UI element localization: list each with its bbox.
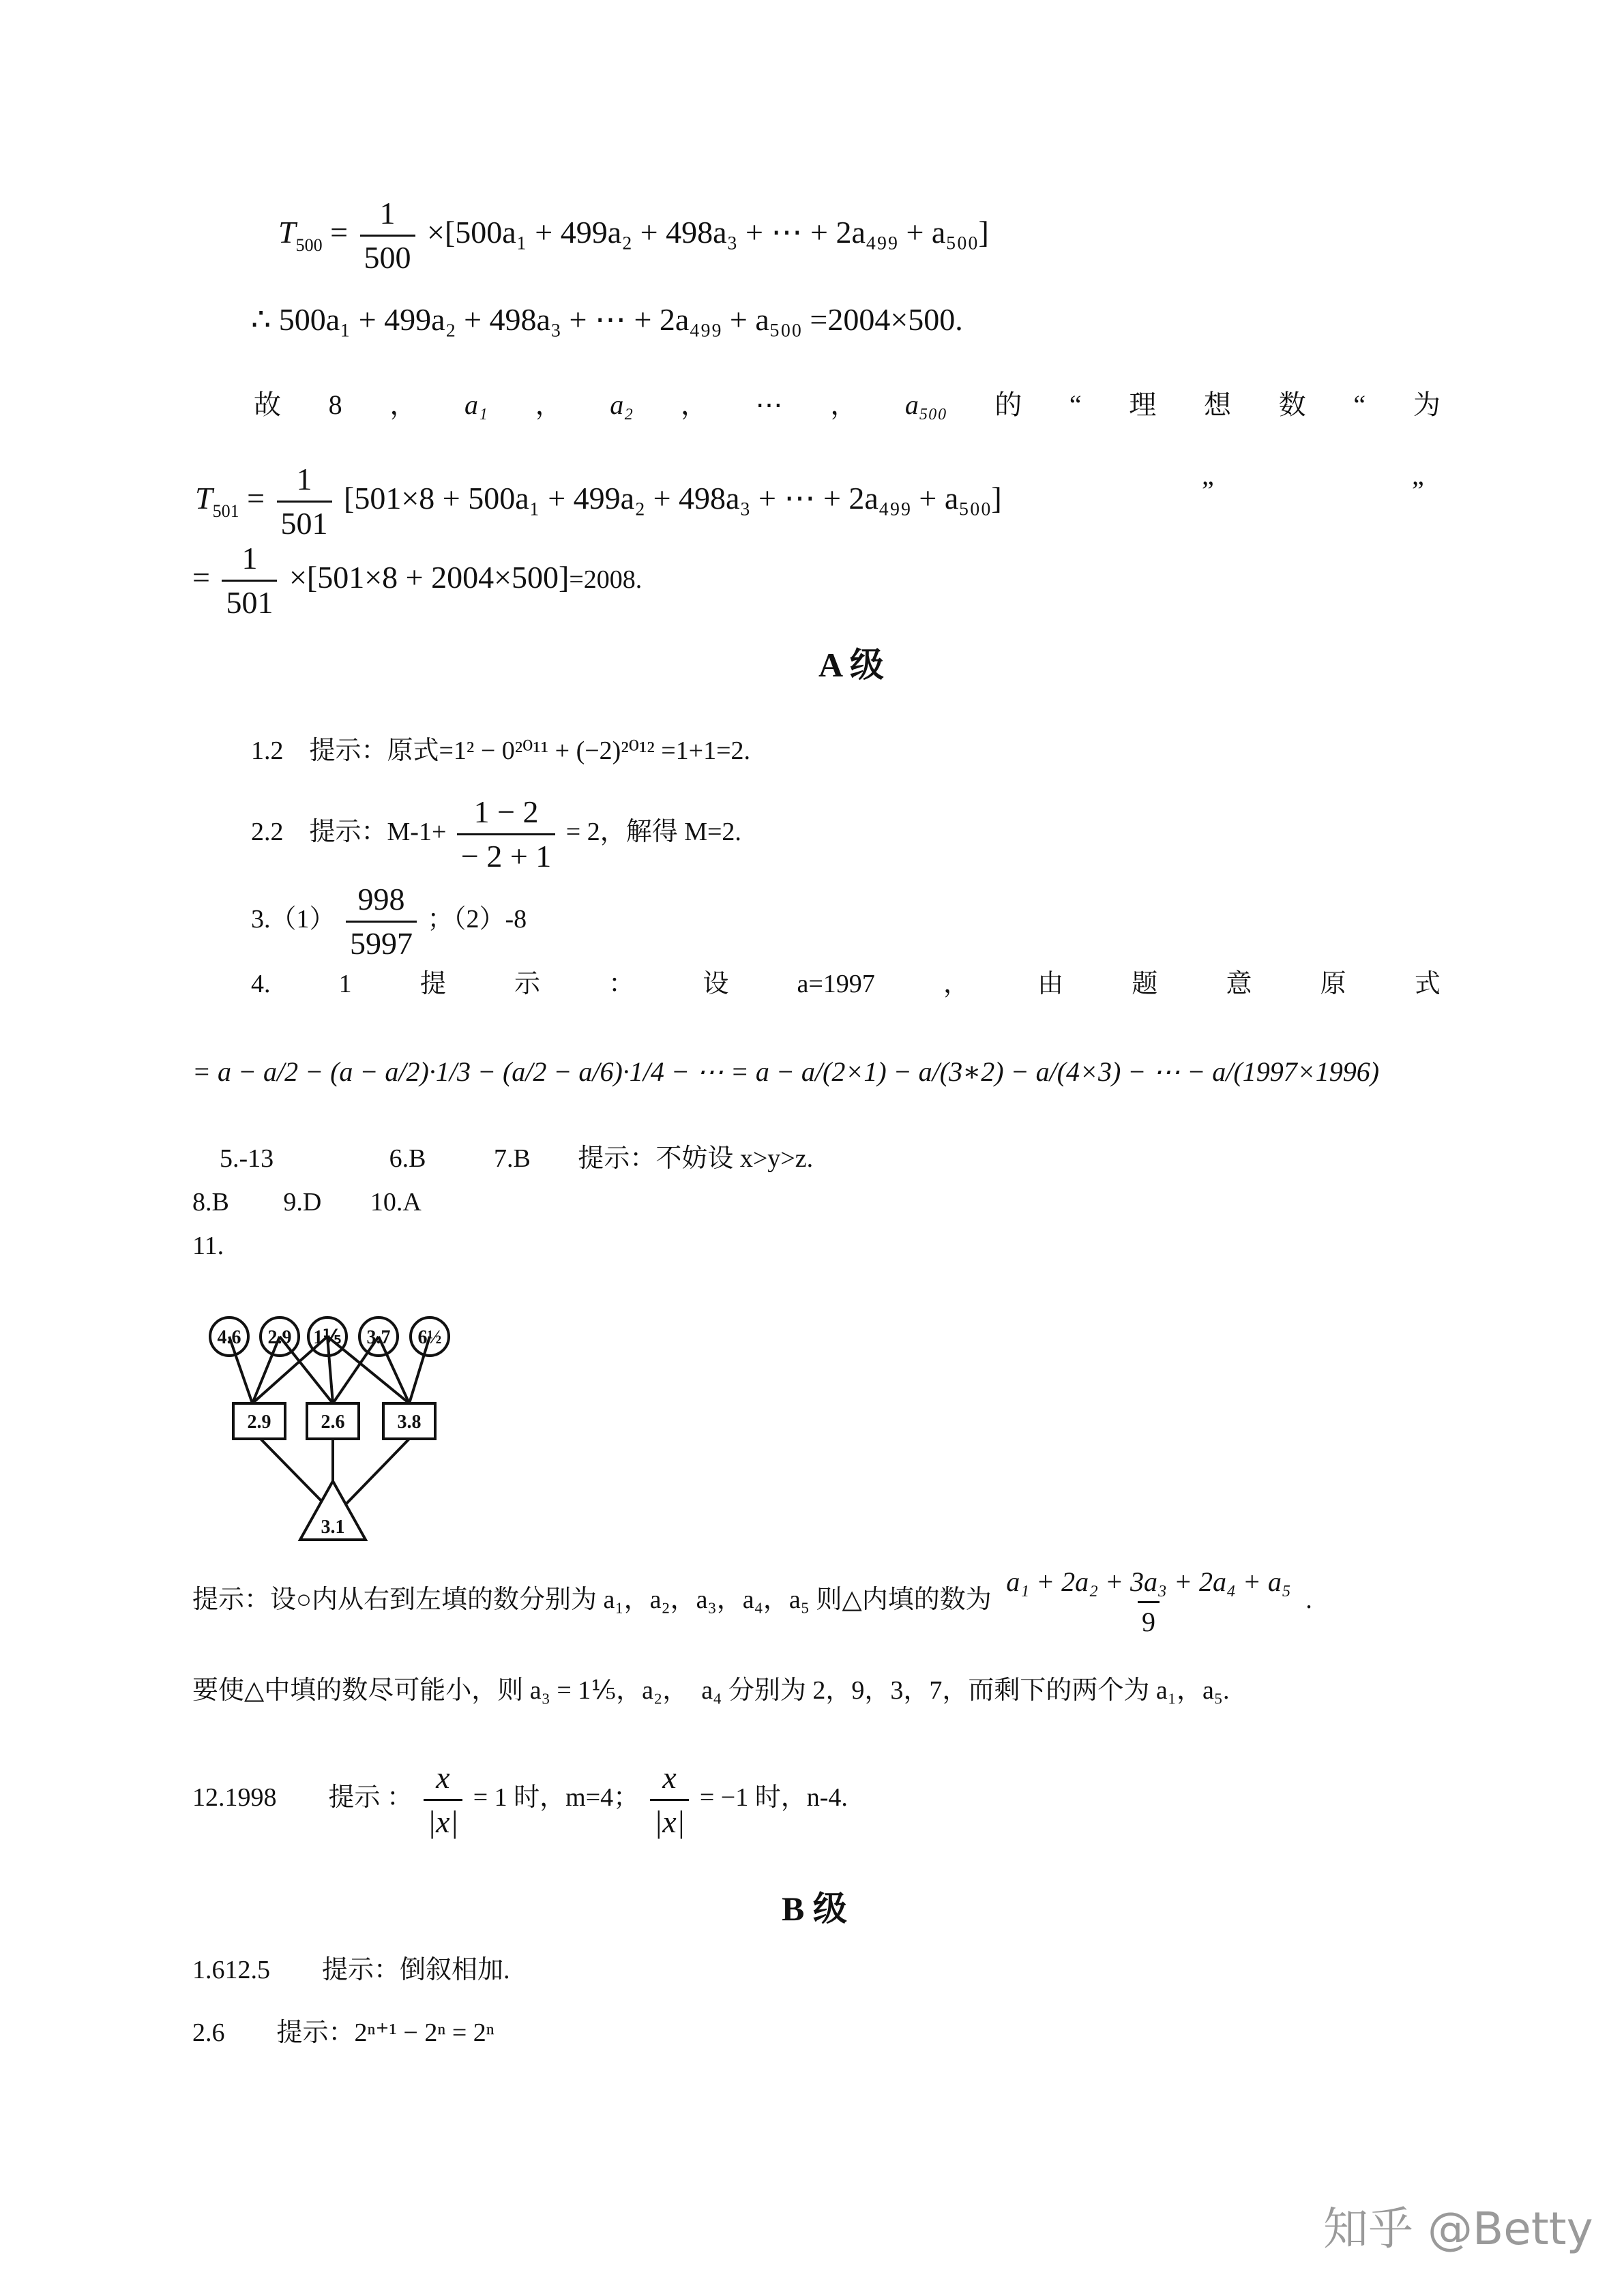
a12-frac2-num: x: [662, 1760, 677, 1795]
answer-12: [192, 1762, 848, 1838]
a3-frac-den: 5997: [346, 921, 417, 959]
ideal-token: “: [1353, 389, 1366, 420]
box-value: 2.6: [321, 1412, 345, 1433]
answer-7: 7.B: [494, 1144, 531, 1173]
a4-token: 式: [1414, 970, 1441, 998]
ideal-token: a₁: [464, 389, 488, 420]
final-frac-num: 1: [241, 541, 258, 576]
ideal-token: 理: [1129, 389, 1157, 420]
triangle-value: 3.1: [321, 1517, 345, 1538]
t501-equation: $T_{501}$ = $\frac{1}{501}$ [501×8 + 500a₁ + 499a₂ + 498a₃ + ⋯ + 2a₄₉₉ + a₅₀₀]: [195, 462, 1002, 541]
a3-fraction: [346, 884, 417, 959]
a4-token: 1: [338, 970, 352, 998]
answers-8-10: [192, 1189, 422, 1215]
a12-mid: = 1 时，m=4；: [473, 1783, 640, 1813]
circle-value: 4.6: [217, 1327, 241, 1348]
ideal-token: a₂: [610, 389, 634, 420]
t501-frac-den: 501: [277, 501, 332, 539]
answer-a2: [251, 796, 741, 872]
hint11-frac-num: a₁ + 2a₂ + 3a₃ + 2a₄ + a₅: [1006, 1566, 1291, 1597]
a2-frac-num: 1 − 2: [473, 794, 539, 829]
a4-token: 提: [419, 970, 446, 998]
hint-11: [192, 1568, 1312, 1636]
a12-fraction-2: [650, 1762, 690, 1838]
ideal-token: ，: [680, 389, 708, 420]
t501-rhs: [501×8 + 500a₁ + 499a₂ + 498a₃ + ⋯ + 2a₄₉₉ + a₅₀₀]: [344, 481, 1002, 516]
a12-mid2: = −1 时，n-4.: [699, 1783, 848, 1813]
a4-token: ，: [943, 970, 969, 998]
final-result: =2008.: [569, 565, 643, 595]
ideal-token: 为: [1413, 389, 1441, 420]
a3-frac-num: 998: [357, 882, 405, 916]
a4-token: 设: [703, 970, 729, 998]
answer-a1: 1.2 提示：原式=1² − 0²⁰¹¹ + (−2)²⁰¹² =1+1=2.: [251, 736, 751, 765]
t500-equals: =: [330, 215, 349, 250]
a12-frac-num: x: [436, 1760, 450, 1795]
answer-9: 9.D: [283, 1188, 322, 1217]
t501-symbol: T: [195, 481, 213, 516]
ideal-token: ，: [389, 389, 417, 420]
a3-suffix: ；（2）-8: [427, 905, 527, 934]
answer-a3: [251, 884, 527, 959]
hint11-prefix: 提示：设○内从右到左填的数分别为 a₁，a₂，a₃，a₄，a₅ 则△内填的数为: [192, 1585, 992, 1615]
a12-fraction: [424, 1762, 463, 1838]
t500-rhs: ×[500a₁ + 499a₂ + 498a₃ + ⋯ + 2a₄₉₉ + a₅₀₀]: [427, 215, 989, 250]
heading-a-level: A 级: [818, 646, 884, 684]
box-value: 2.9: [247, 1412, 271, 1433]
ideal-token: a₅₀₀: [904, 389, 947, 420]
heading-b-level: B 级: [782, 1890, 847, 1928]
a4-token: ：: [608, 970, 635, 998]
a2-prefix: 2.2 提示：M-1+: [251, 818, 447, 847]
a4-token: 4.: [251, 970, 271, 998]
circle-value: 6½: [417, 1327, 442, 1348]
t500-equation: [278, 198, 989, 273]
answer-10: 10.A: [370, 1188, 422, 1217]
a4-token: 由: [1037, 970, 1064, 998]
t500-frac-num: 1: [379, 196, 396, 230]
answer-7-hint: 提示：不妨设 x>y>z.: [578, 1144, 814, 1173]
circle-value: 2.9: [267, 1327, 292, 1348]
t500-subscript: 500: [295, 235, 323, 256]
t501-fraction: [277, 464, 332, 539]
a3-prefix: 3.（1）: [251, 905, 336, 934]
final-equation: [192, 543, 642, 618]
a2-suffix: = 2，解得 M=2.: [565, 818, 741, 847]
a12-prefix: 12.1998 提示 ：: [192, 1783, 413, 1813]
ideal-token: ，: [535, 389, 563, 420]
t500-frac-den: 500: [360, 235, 415, 273]
t500-fraction: [360, 198, 415, 273]
final-rhs: ×[501×8 + 2004×500]: [289, 560, 570, 595]
hint11-fraction: [1002, 1568, 1295, 1636]
quote-mark-left: ”: [1202, 475, 1214, 506]
hint11-frac-den: 9: [1138, 1601, 1160, 1636]
t501-frac-num: 1: [296, 462, 312, 496]
a12-frac2-den: |x|: [650, 1799, 690, 1838]
a4-token: 意: [1226, 970, 1252, 998]
final-equals: =: [192, 560, 210, 595]
number-diagram: [205, 1302, 491, 1548]
ideal-token: “: [1069, 389, 1082, 420]
hint11-suffix: .: [1305, 1585, 1312, 1615]
hint-11b: 要使△中填的数尽可能小，则 a₃ = 1⅕，a₂， a₄ 分别为 2，9，3，7，而剩下的两个为 a₁，a₅.: [192, 1676, 1230, 1705]
circle-value: 1⅕: [313, 1327, 342, 1348]
answer-8: 8.B: [192, 1188, 229, 1217]
answer-b1: 1.612.5 提示：倒叙相加.: [192, 1956, 510, 1984]
a4-token: a=1997: [797, 970, 875, 998]
ideal-token: 数: [1278, 389, 1306, 420]
ideal-token: ⋯: [755, 389, 783, 420]
a2-fraction: [457, 796, 555, 872]
a4-token: 示: [514, 970, 540, 998]
a12-frac-den: |x|: [424, 1799, 463, 1838]
ideal-token: 故: [254, 389, 281, 420]
a4-equation: = a − a/2 − (a − a/2)·1/3 − (a/2 − a/6)·1/4 − ⋯ = a − a/(2×1) − a/(3∗2) − a/(4×3) − ⋯ − a/(1997×1996): [192, 1056, 1380, 1087]
ideal-token: 8: [328, 389, 342, 420]
zhihu-watermark: 知乎 @Betty: [1323, 2203, 1593, 2255]
quote-mark-right: ”: [1412, 475, 1424, 506]
a4-token: 原: [1320, 970, 1346, 998]
ideal-token: ，: [830, 389, 858, 420]
ideal-number-line: [254, 391, 1441, 419]
a4-token: 题: [1132, 970, 1158, 998]
a2-frac-den: − 2 + 1: [457, 833, 555, 872]
circle-value: 3.7: [366, 1327, 391, 1348]
ideal-token: 想: [1204, 389, 1232, 420]
answer-11: 11.: [192, 1232, 224, 1260]
answer-b2: 2.6 提示：2ⁿ⁺¹ − 2ⁿ = 2ⁿ: [192, 2018, 494, 2047]
final-frac-den: 501: [222, 580, 277, 618]
answer-a4-line: [251, 971, 1441, 997]
therefore-line: ∴ 500a₁ + 499a₂ + 498a₃ + ⋯ + 2a₄₉₉ + a₅₀₀ =2004×500.: [251, 302, 963, 337]
final-fraction: [222, 543, 277, 618]
ideal-token: 的: [994, 389, 1022, 420]
answer-6: 6.B: [389, 1144, 426, 1173]
answers-5-7: [220, 1146, 813, 1172]
t501-subscript: 501: [212, 501, 239, 522]
t500-symbol: T: [278, 215, 296, 250]
box-value: 3.8: [397, 1412, 422, 1433]
answer-5: 5.-13: [220, 1144, 274, 1173]
